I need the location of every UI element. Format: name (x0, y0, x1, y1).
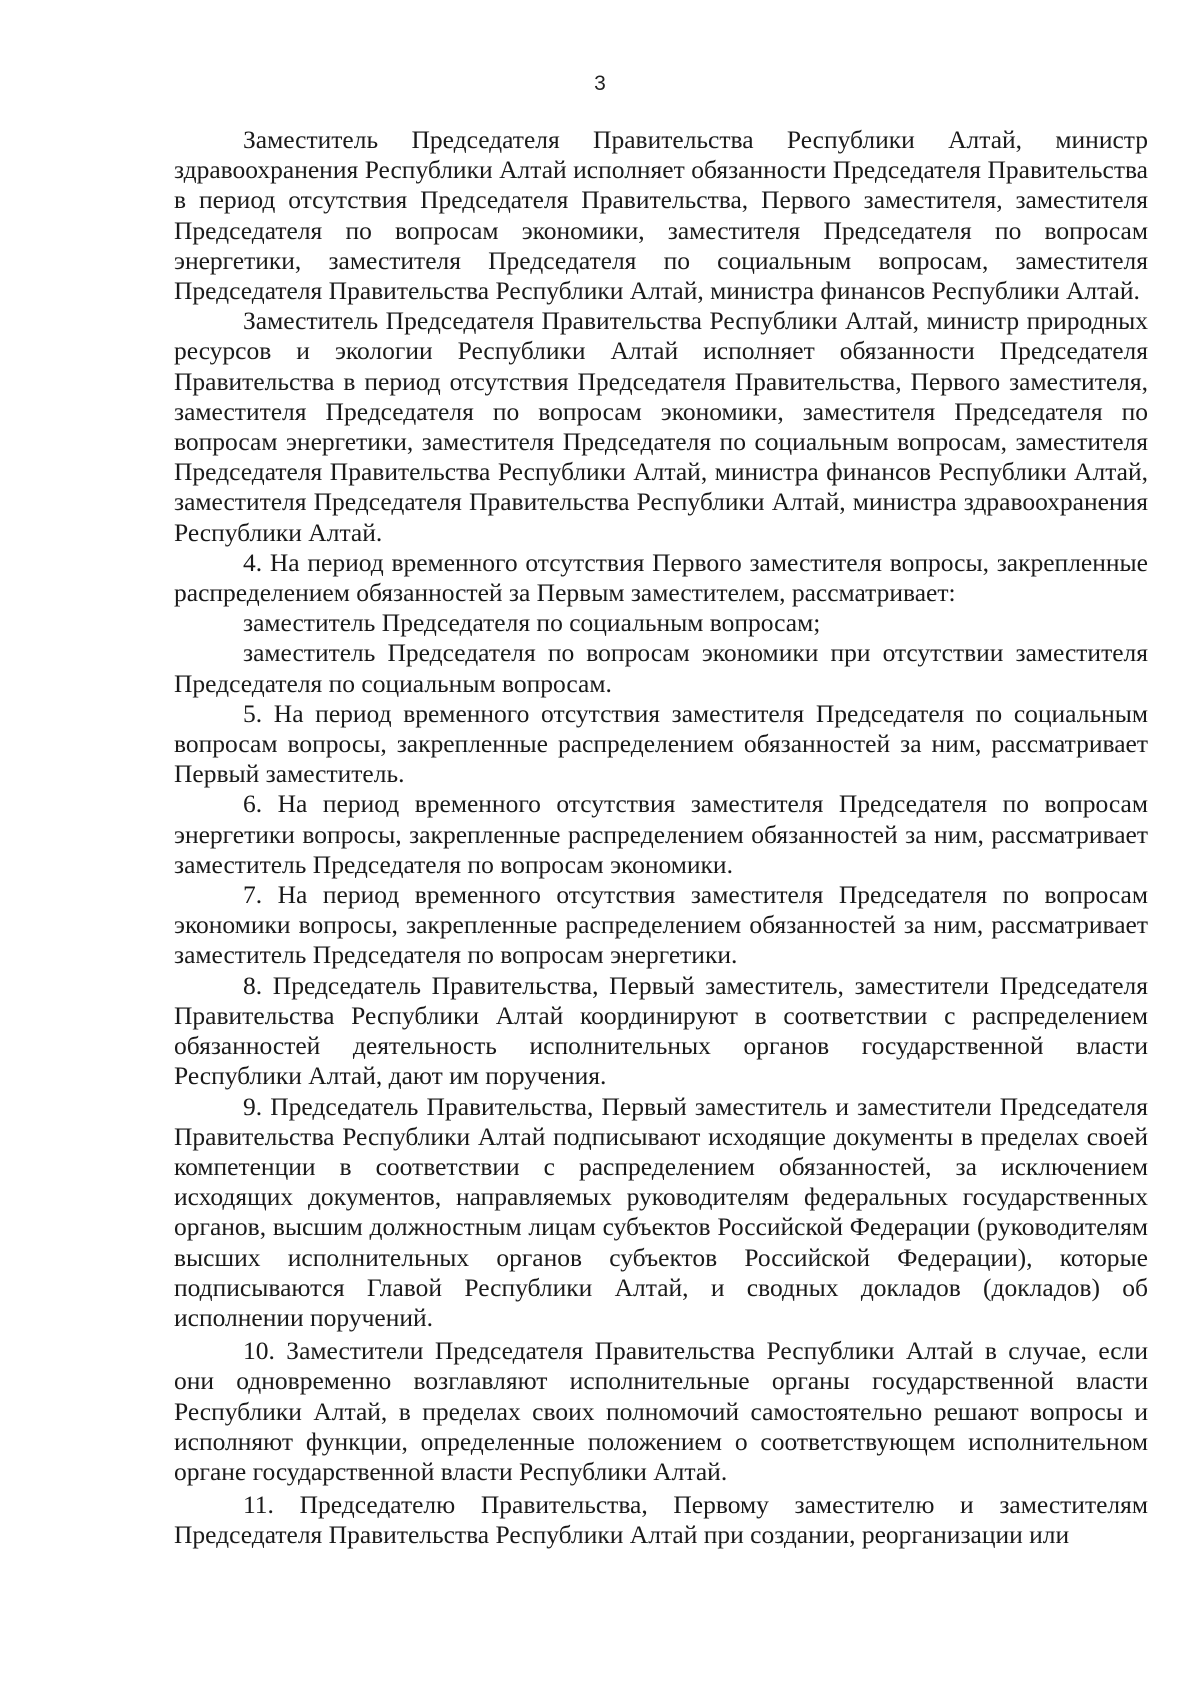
paragraph-item-11: 11. Председателю Правительства, Первому заместителю и заместителям Председателя Правительства Республики Алтай при создании, реорганизации или (174, 1490, 1148, 1550)
paragraph-item-7: 7. На период временного отсутствия заместителя Председателя по вопросам экономики вопросы, закрепленные распределением обязанностей за ним, рассматривает заместитель Председателя по вопросам энергетики. (174, 880, 1148, 970)
paragraph-item-4-economy-deputy: заместитель Председателя по вопросам экономики при отсутствии заместителя Председателя по социальным вопросам. (174, 638, 1148, 698)
paragraph-item-10: 10. Заместители Председателя Правительства Республики Алтай в случае, если они одновременно возглавляют исполнительные органы государственной власти Республики Алтай, в пределах своих полномочий самостоятельно решают вопросы и исполняют функции, определенные положением о соответствующем исполнительном органе государственной власти Республики Алтай. (174, 1336, 1148, 1486)
paragraph-deputy-health-minister: Заместитель Председателя Правительства Республики Алтай, министр здравоохранения Республики Алтай исполняет обязанности Председателя Правительства в период отсутствия Председателя Правительства, Первого заместителя, заместителя Председателя по вопросам экономики, заместителя Председателя по вопросам энергетики, заместителя Председателя по социальным вопросам, заместителя Председателя Правительства Республики Алтай, министра финансов Республики Алтай. (174, 125, 1148, 306)
paragraph-item-9: 9. Председатель Правительства, Первый заместитель и заместители Председателя Правительства Республики Алтай подписывают исходящие документы в пределах своей компетенции в соответствии с распределением обязанностей, за исключением исходящих документов, направляемых руководителям федеральных государственных органов, высшим должностным лицам субъектов Российской Федерации (руководителям высших исполнительных органов субъектов Российской Федерации), которые подписываются Главой Республики Алтай, и сводных докладов (докладов) об исполнении поручений. (174, 1091, 1148, 1332)
paragraph-item-8: 8. Председатель Правительства, Первый заместитель, заместители Председателя Правительства Республики Алтай координируют в соответствии с распределением обязанностей деятельность исполнительных органов государственной власти Республики Алтай, дают им поручения. (174, 970, 1148, 1091)
page-number: 3 (594, 72, 606, 95)
paragraph-deputy-natural-resources-minister: Заместитель Председателя Правительства Республики Алтай, министр природных ресурсов и экологии Республики Алтай исполняет обязанности Председателя Правительства в период отсутствия Председателя Правительства, Первого заместителя, заместителя Председателя по вопросам экономики, заместителя Председателя по вопросам энергетики, заместителя Председателя по социальным вопросам, заместителя Председателя Правительства Республики Алтай, министра финансов Республики Алтай, заместителя Председателя Правительства Республики Алтай, министра здравоохранения Республики Алтай. (174, 306, 1148, 547)
paragraph-item-5: 5. На период временного отсутствия заместителя Председателя по социальным вопросам вопросы, закрепленные распределением обязанностей за ним, рассматривает Первый заместитель. (174, 698, 1148, 789)
paragraph-item-4: 4. На период временного отсутствия Первого заместителя вопросы, закрепленные распределением обязанностей за Первым заместителем, рассматривает: (174, 547, 1148, 608)
paragraph-item-4-social-deputy: заместитель Председателя по социальным вопросам; (243, 608, 821, 638)
document-body (174, 125, 1148, 1551)
paragraph-item-6: 6. На период временного отсутствия заместителя Председателя по вопросам энергетики вопросы, закрепленные распределением обязанностей за ним, рассматривает заместитель Председателя по вопросам экономики. (174, 789, 1148, 879)
